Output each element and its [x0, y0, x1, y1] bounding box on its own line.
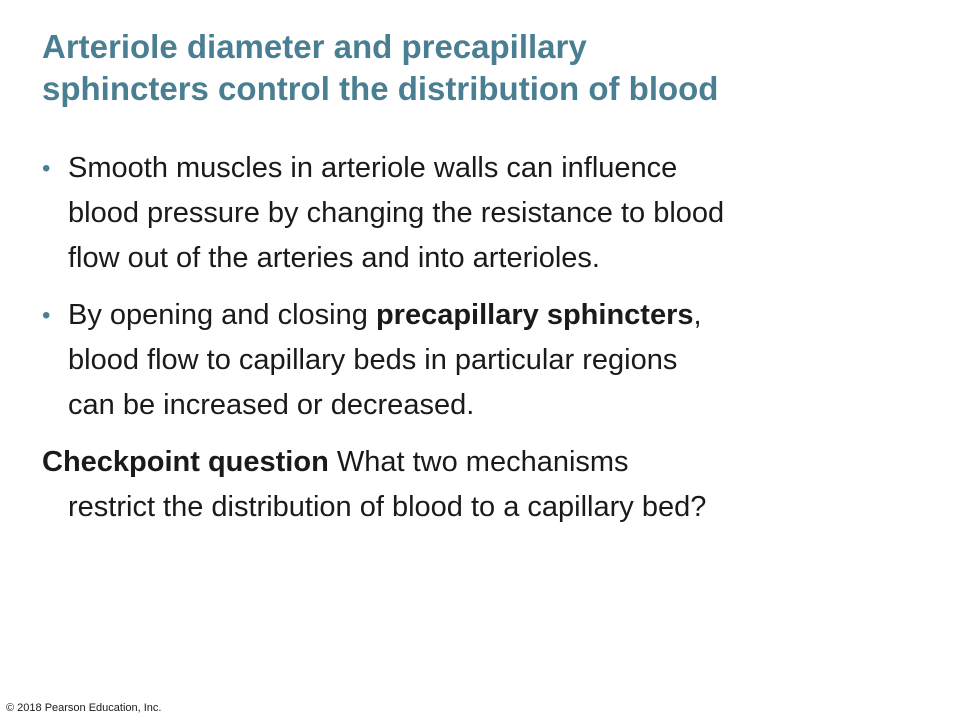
- bullet-2-line-1: [68, 293, 932, 338]
- bullet-marker: •: [42, 155, 51, 182]
- checkpoint-text-1: What two mechanisms: [328, 446, 629, 478]
- checkpoint-question: [42, 440, 932, 530]
- checkpoint-label: Checkpoint question: [42, 446, 329, 478]
- bullet-1-line-3: flow out of the arteries and into arterioles.: [68, 242, 600, 274]
- bullet-2-text-before: By opening and closing: [68, 299, 376, 331]
- bullet-1-line-2: blood pressure by changing the resistance to blood: [68, 197, 725, 229]
- bullet-text-2: [68, 293, 932, 428]
- key-term-precapillary-sphincters: precapillary sphincters: [375, 299, 694, 331]
- title-line-1: Arteriole diameter and precapillary: [42, 28, 587, 65]
- checkpoint-line-2: restrict the distribution of blood to a capillary bed?: [68, 491, 707, 523]
- copyright-footer: © 2018 Pearson Education, Inc.: [6, 702, 162, 714]
- bullet-2-text-after: ,: [693, 299, 702, 331]
- title-line-2: sphincters control the distribution of blood: [42, 70, 719, 107]
- bullet-1-line-1: Smooth muscles in arteriole walls can influence: [68, 152, 678, 184]
- checkpoint-line-1: [42, 440, 932, 485]
- slide-title: [42, 26, 922, 110]
- bullet-text-1: [68, 146, 932, 281]
- bullet-2-line-3: can be increased or decreased.: [68, 389, 475, 421]
- bullet-2-line-2: blood flow to capillary beds in particular regions: [68, 344, 678, 376]
- bullet-item-1: [42, 146, 932, 281]
- slide-body: [42, 146, 932, 530]
- bullet-marker: •: [42, 302, 51, 329]
- bullet-item-2: [42, 293, 932, 428]
